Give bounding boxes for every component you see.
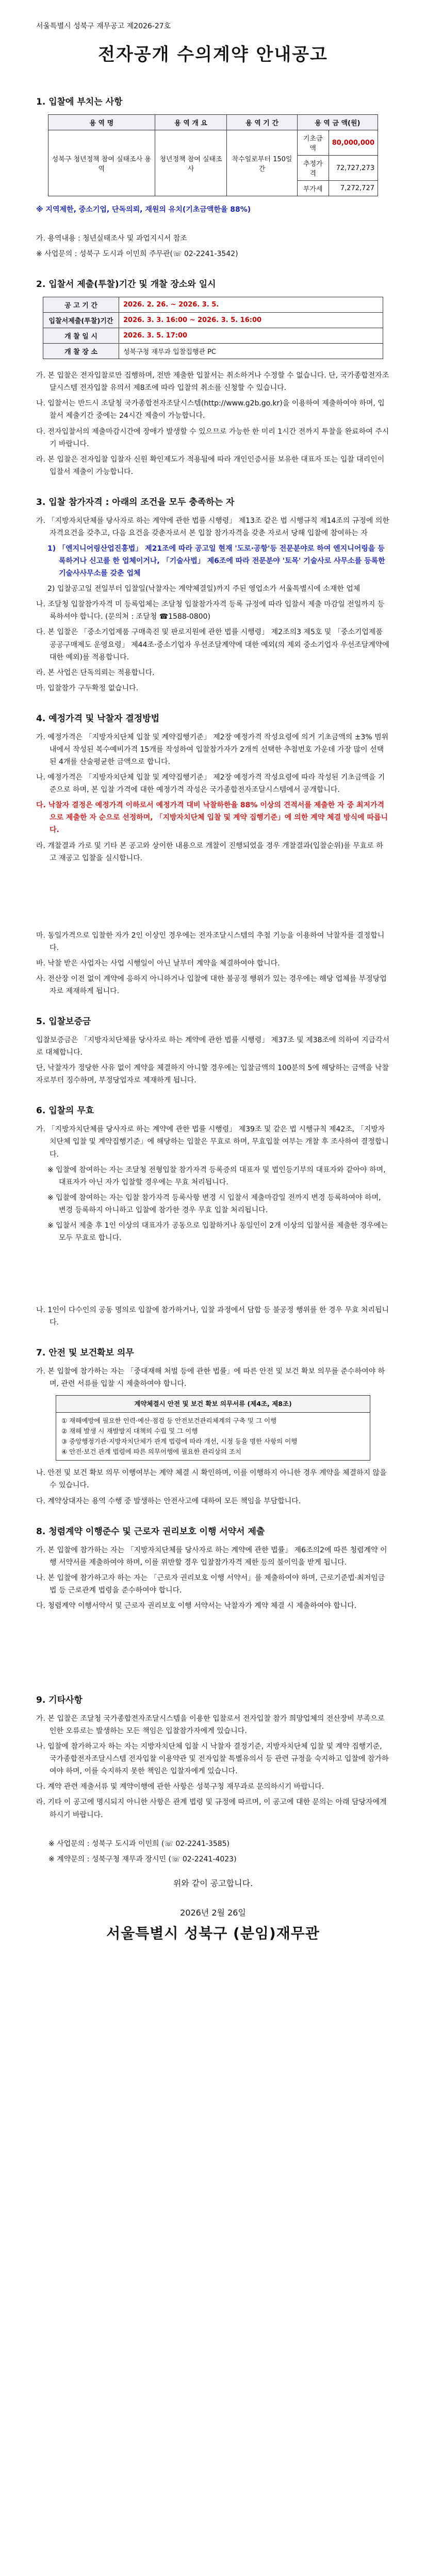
service-summary: 청년정책 참여 실태조사 — [155, 130, 227, 196]
section-9 — [36, 1692, 390, 1866]
col-header-period: 용 역 기 간 — [227, 115, 297, 130]
section-9-item: 라. 기타 이 공고에 명시되지 아니한 사항은 관계 법령 및 규정에 따르며, 이 공고에 대한 문의는 아래 담당자에게 하시기 바랍니다. — [36, 1798, 387, 1819]
col-header-name: 용 역 명 — [48, 115, 155, 130]
section-7-item: 가. 본 입찰에 참가하는 자는 「중대재해 처벌 등에 관한 법률」에 따른 안전 및 보건 확보 의무를 준수하여야 하며, 관련 서류를 입찰 시 제출하여야 합니다. — [36, 1367, 385, 1388]
closing-statement: 위와 같이 공고합니다. — [173, 1878, 253, 1888]
section-3-item: 나. 조달청 입찰참가자격 미 등록업체는 조달청 입찰참가자격 등록 규정에 따라 입찰서 제출 마감일 전일까지 등록하셔야 합니다. (문의처 : 조달청 ☎1588-0800) — [36, 600, 385, 621]
section-3-subitem: 2) 입찰공고일 전일부터 입찰일(낙찰자는 계약체결일)까지 주된 영업소가 서울특별시에 소재한 업체 — [47, 585, 361, 594]
section-8-heading: 8. 청렴계약 이행준수 및 근로자 권리보호 이행 서약서 제출 — [36, 1526, 265, 1537]
section-2-item: 라. 본 입찰은 전자입찰 입찰자 신원 확인제도가 적용됨에 따라 개인인증서를 보유한 대표자 또는 입찰 대리인이 입찰서 제출이 가능합니다. — [36, 455, 385, 476]
service-period: 착수일로부터 150일간 — [227, 130, 297, 196]
section-9-item: 나. 입찰에 참가하고자 하는 자는 지방자치단체 입찰 시 낙찰자 결정기준, 지방자치단체 입찰 및 계약 집행기준, 국가종합전자조달시스템 전자입찰 이용약관 및 전자입찰 특별유의서 등 관련 규정을 숙지하고 입찰에 참가하여야 하며, 이를 숙지하지 못한 책임은 입찰자에게 있습니다. — [36, 1742, 389, 1776]
section-9-contact: ※ 계약문의 : 성북구청 재무과 장시민 (☏ 02-2241-4023) — [48, 1855, 237, 1863]
section-2-item: 다. 전자입찰서의 제출마감시간에 장애가 발생할 수 있으므로 가능한 한 미리 1시간 전까지 투찰을 완료하여 주시기 바랍니다. — [36, 427, 389, 448]
service-table — [48, 114, 378, 196]
section-5-item: 입찰보증금은 「지방자치단체를 당사자로 하는 계약에 관한 법률 시행령」 제37조 및 제38조에 의하여 지급각서로 대체합니다. — [36, 1036, 390, 1057]
section-5-heading: 5. 입찰보증금 — [36, 1016, 91, 1027]
section-4-item: 가. 예정가격은 「지방자치단체 입찰 및 계약집행기준」 제2장 예정가격 작성요령에 의거 기초금액의 ±3% 범위 내에서 작성된 복수예비가격 15개를 작성하여 입찰참가자가 2개씩 선택한 추첨번호 가운데 가장 많이 선택된 4개를 산술평균한 금액으로 합니다. — [36, 733, 389, 767]
schedule-label: 개 찰 장 소 — [43, 344, 119, 359]
section-2-heading: 2. 입찰서 제출(투찰)기간 및 개찰 장소와 일시 — [36, 279, 216, 290]
section-9-contact: ※ 사업문의 : 성북구 도시과 이민희 (☏ 02-2241-3585) — [48, 1839, 230, 1848]
section-6-item: 가. 「지방자치단체를 당사자로 하는 계약에 관한 법률 시행령」 제39조 및 같은 법 시행규칙 제42조, 「지방자치단체 입찰 및 계약집행기준」에 해당하는 입찰은 무효로 하며, 무효입찰 여부는 개찰 후 조사하여 결정합니다. — [36, 1125, 389, 1159]
section-6 — [36, 1103, 390, 1329]
section-8 — [36, 1524, 390, 1612]
section-7-heading: 7. 안전 및 보건확보 의무 — [36, 1348, 134, 1359]
section-2-item: 가. 본 입찰은 전자입찰로만 집행하며, 전반 제출한 입찰서는 취소하거나 수정할 수 없습니다. 단, 국가종합전자조달시스템 전자입찰 유의서 제8조에 따라 입찰의 취소를 신청할 수 있습니다. — [36, 371, 389, 393]
safety-box-title: 계약체결시 안전 및 보건 확보 의무서류 (제4조, 제8조) — [56, 1396, 370, 1413]
section-4-item: 다. 낙찰자 결정은 예정가격 이하로서 예정가격 대비 낙찰하한율 88% 이상의 견적서를 제출한 자 중 최저가격으로 제출한 자 순으로 선정하며, 「지방자치단체 입찰 및 계약 집행기준」에 의한 계약 체결 방식에 따릅니다. — [36, 801, 388, 835]
page-title: 전자공개 수의계약 안내공고 — [98, 44, 328, 65]
section-7-item: 나. 안전 및 보건 확보 의무 이행여부는 계약 체결 시 확인하며, 이를 이행하지 아니한 경우 계약을 체결하지 않을 수 있습니다. — [36, 1469, 387, 1490]
section-9-item: 다. 계약 관련 제출서류 및 계약이행에 관한 사항은 성북구청 재무과로 문의하시기 바랍니다. — [36, 1783, 324, 1791]
announcement-date: 2026년 2월 26일 — [180, 1907, 246, 1918]
amount-label: 추정가격 — [297, 156, 329, 181]
amount-value: 72,727,273 — [329, 156, 378, 181]
section-6-note: ※ 입찰서 제출 후 1인 이상의 대표자가 공동으로 입찰하거나 동일인이 2개 이상의 입찰서를 제출한 경우에는 모두 무효로 합니다. — [47, 1221, 388, 1242]
section-6-item: 나. 1인이 다수인의 공동 명의로 입찰에 참가하거나, 입찰 과정에서 담합 등 불공정 행위를 한 경우 무효 처리됩니다. — [36, 1306, 389, 1327]
section-6-heading: 6. 입찰의 무효 — [36, 1106, 94, 1116]
section-1-contact: ※ 사업문의 : 성북구 도시과 이민희 주무관(☏ 02-2241-3542) — [36, 250, 238, 259]
schedule-table — [43, 297, 383, 359]
section-8-item: 다. 청렴계약 이행서약서 및 근로자 권리보호 이행 서약서는 낙찰자가 계약 체결 시 제출하여야 합니다. — [36, 1601, 357, 1610]
schedule-value: 2026. 3. 5. 17:00 — [119, 328, 383, 344]
public-notice-number: 서울특별시 성북구 재무공고 제2026-27호 — [36, 22, 171, 30]
schedule-value: 성북구청 재무과 입찰집행관 PC — [119, 344, 383, 359]
section-4-item: 라. 개찰결과 가로 및 기타 본 공고와 상이한 내용으로 개찰이 진행되었을 경우 개찰결과(입찰순위)를 무효로 하고 재공고 입찰을 실시합니다. — [36, 841, 383, 862]
service-name: 성북구 청년정책 참여 실태조사 용역 — [48, 130, 155, 196]
safety-duty-box — [56, 1395, 370, 1461]
section-4-item: 마. 동일가격으로 입찰한 자가 2인 이상인 경우에는 전자조달시스템의 추첨 기능을 이용하여 낙찰자를 결정합니다. — [36, 931, 385, 952]
section-1-item: 가. 용역내용 : 청년실태조사 및 과업지시서 참조 — [36, 234, 187, 243]
schedule-label: 공 고 기 간 — [43, 297, 119, 313]
section-1 — [36, 94, 390, 260]
section-7-item: 다. 계약상대자는 용역 수행 중 발생하는 안전사고에 대하여 모든 책임을 부담합니다. — [36, 1497, 301, 1505]
section-3-item: 마. 입찰참가 구두확정 없습니다. — [36, 684, 139, 692]
section-1-heading: 1. 입찰에 부치는 사항 — [36, 97, 123, 107]
section-4-item: 나. 예정가격은 「지방자치단체 입찰 및 계약집행기준」 제2장 예정가격 작성요령에 따라 작성된 기초금액을 기준으로 하며, 본 입찰 가격에 대한 예정가격 작성은 국가종합전자조달시스템에서 공개합니다. — [36, 773, 385, 794]
section-3-heading: 3. 입찰 참가자격 : 아래의 조건을 모두 충족하는 자 — [36, 497, 235, 507]
safety-box-line: ③ 중앙행정기관·지방자치단체가 관계 법령에 따라 개선, 시정 등을 명한 사항의 이행 — [61, 1437, 298, 1446]
schedule-value: 2026. 2. 26. ~ 2026. 3. 5. — [119, 297, 383, 313]
col-header-summary: 용 역 개 요 — [155, 115, 227, 130]
section-3-item: 가. 「지방자치단체를 당사자로 하는 계약에 관한 법률 시행령」 제13조 같은 법 시행규칙 제14조의 규정에 의한 자격요건을 갖추고, 다음 요건을 갖춘자로서 본 입찰 참가자격을 갖춘 자로서 당해 입찰에 참여하는 자 — [36, 516, 389, 537]
section-4-item: 사. 전산장 이전 없이 계약에 응하지 아니하거나 입찰에 대한 불공정 행위가 있는 경우에는 해당 업체를 부정당업자로 제재하게 됩니다. — [36, 974, 387, 995]
safety-box-line: ① 재해예방에 필요한 인력·예산·점검 등 안전보건관리체계의 구축 및 그 이행 — [61, 1417, 277, 1425]
section-3-subitem: 1) 「엔지니어링산업진흥법」 제21조에 따라 공고일 현재 '도로·공항'등 전문분야로 하여 엔지니어링을 등록하거나 신고를 한 업체이거나, 「기술사법」 제6조에 따라 전문분야 '토목' 기술사로 사무소를 등록한 기술사사무소를 갖춘 업체 — [47, 545, 385, 578]
safety-box-line: ② 재해 발생 시 재발방지 대책의 수립 및 그 이행 — [61, 1427, 198, 1435]
section-5 — [36, 1014, 390, 1087]
schedule-label: 개 찰 일 시 — [43, 328, 119, 344]
amount-label: 부가세 — [297, 181, 329, 196]
section-6-note: ※ 입찰에 참여하는 자는 조달청 전형입찰 참가자격 등록증의 대표자 및 법인등기부의 대표자와 같아야 하며, 대표자가 아닌 자가 입찰할 경우에는 무효 처리됩니다. — [47, 1165, 386, 1187]
amount-value: 7,272,727 — [329, 181, 378, 196]
section-1-note: ※ 지역제한, 중소기업, 단독의뢰, 재원의 유치(기초금액한율 88%) — [36, 206, 251, 214]
section-9-item: 가. 본 입찰은 조달청 국가종합전자조달시스템을 이용한 입찰로서 전자입찰 참가 희망업체의 전산장비 부족으로 인한 오류로는 발생하는 모든 책임은 입찰참가자에게 있습니다. — [36, 1715, 385, 1736]
section-3-item: 다. 본 입찰은 「중소기업제품 구매촉진 및 판로지원에 관한 법률 시행령」 제2조의3 제5호 및 「중소기업제품 공공구매제도 운영요령」 제44조·중소기업자 우선조달계약에 대한 예외(의 제외 중소기업자 우선조달계약에 대한 예외)를 적용합니다. — [36, 628, 389, 662]
safety-box-line: ④ 안전·보건 관계 법령에 따른 의무이행에 필요한 관리상의 조치 — [61, 1448, 241, 1456]
section-4-heading: 4. 예정가격 및 낙찰자 결정방법 — [36, 713, 160, 724]
section-2 — [36, 277, 390, 478]
section-2-item: 나. 입찰서는 반드시 조달청 국가종합전자조달시스템(http://www.g2b.go.kr)을 이용하여 제출하여야 하며, 입찰서 제출기간 중에는 24시간 제출이 가능합니다. — [36, 399, 385, 420]
section-9-heading: 9. 기타사항 — [36, 1695, 83, 1705]
amount-label: 기초금액 — [297, 130, 329, 156]
col-header-amount: 용 역 금 액(원) — [297, 115, 378, 130]
section-3-item: 라. 본 사업은 단독의뢰는 적용합니다. — [36, 668, 155, 677]
issuing-organization: 서울특별시 성북구 (분임)재무관 — [106, 1924, 320, 1942]
section-8-item: 나. 본 입찰에 참가하고자 하는 자는 「근로자 권리보호 이행 서약서」를 제출하여야 하며, 근로기준법·최저임금법 등 근로관계 법령을 준수하여야 합니다. — [36, 1573, 385, 1595]
section-7 — [36, 1345, 390, 1507]
section-5-item: 단, 낙찰자가 정당한 사유 없이 계약을 체결하지 아니할 경우에는 입찰금액의 100분의 5에 해당하는 금액을 낙찰자로부터 징수하며, 부정당업자로 제재하게 됩니다. — [36, 1064, 389, 1085]
amount-value: 80,000,000 — [329, 130, 378, 156]
section-4 — [36, 711, 390, 997]
schedule-value: 2026. 3. 3. 16:00 ~ 2026. 3. 5. 16:00 — [119, 313, 383, 328]
section-4-item: 바. 낙찰 받은 사업자는 사업 시행일이 아닌 날부터 계약을 체결하여야 합니다. — [36, 959, 280, 968]
section-8-item: 가. 본 입찰에 참가하는 자는 「지방자치단체를 당사자로 하는 계약에 관한 법률」 제6조의2에 따른 청렴계약 이행 서약서를 제출하여야 하며, 이를 위반할 경우 입찰참가자격 제한 등의 불이익을 받게 됩니다. — [36, 1546, 387, 1567]
section-6-note: ※ 입찰에 참여하는 자는 입찰 참가자격 등록사항 변경 시 입찰서 제출마감일 전까지 변경 등록하여야 하며, 변경 등록하지 아니하고 입찰에 참가한 경우 무효 입찰 처리됩니다. — [47, 1193, 381, 1214]
schedule-label: 입찰서제출(투찰)기간 — [43, 313, 119, 328]
section-3 — [36, 495, 390, 694]
